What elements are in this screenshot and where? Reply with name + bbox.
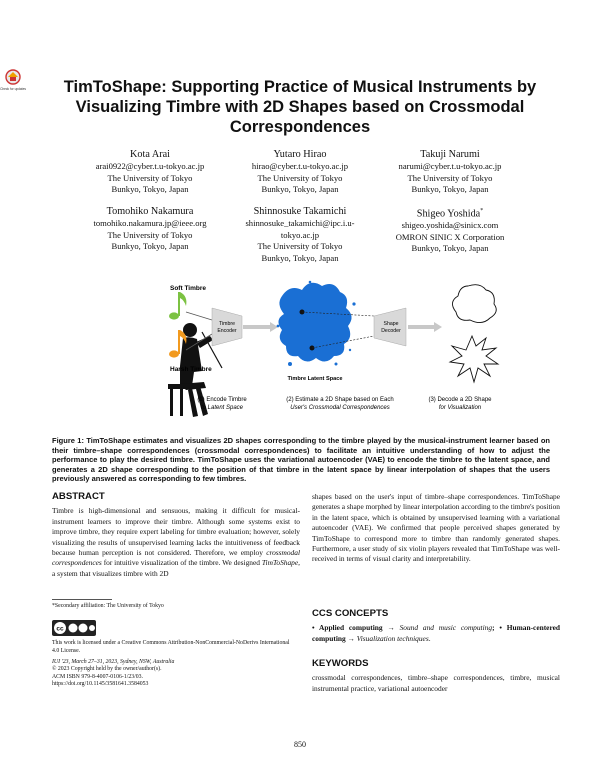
figure-caption: Figure 1: TimToShape estimates and visualizes 2D shapes corresponding to the timbre played by the musical-instrument learner based on their timbre–shape correspondences (crossmodal correspondences) to facilitate an intuitive understanding of how to adjust the performance to play the desired timbre. TimToShape uses the variational autoencoder (VAE) to encode the timbre to the latent space, and generates a 2D shape corresponding to the position of that timbre in the latent space by linear interpolation of shapes that the users previously answered as corresponding to few timbres. [52,436,550,484]
abstract-term: crossmodal correspondences [52,548,300,568]
abstract-continued: shapes based on the user's input of timbre–shape correspondences. TimToShape generates a shape morphed by linear interpolation according to the timbre's position in the latent space, which is obtained by unsupervised learning with a variational autoencoder (VAE). We confirmed that people perceived shapes generated by TimToShape to correspond more to timbre than randomly generated shapes. Furthermore, a user study of six violin players revealed that TimToShape was well-received in terms of visual clarity and interpretability. [312,492,560,564]
soft-timbre-label: Soft Timbre [170,285,206,292]
abstract-part: Timbre is high-dimensional and sensuous, making it difficult for musical-instrument learners to improve their timbre. Although some systems exist to improve timbre, they require expert labeling for timbre evaluation; however, solely visualizing the results of unsupervised learning lacks the intuitiveness of feedback because human perception is not considered. Therefore, we employ [52,506,300,558]
author-affiliation: The University of Tokyo [257,241,343,251]
abstract-part: for intuitive visualization of the timbre. We designed [101,558,262,568]
encoder-label-1: Timbre [219,321,235,327]
publication-info [52,659,292,689]
license-text: This work is licensed under a Creative Commons Attribution-NonCommercial-NoDerivs International 4.0 License. [52,640,290,654]
encoder-label-2: Encoder [217,328,237,334]
author-location: Bunkyo, Tokyo, Japan [261,252,339,263]
footnote: *Secondary affiliation: The University of Tokyo [52,603,164,609]
author-name: Kota Arai [130,149,170,160]
decoder-label-2: Decoder [381,328,401,334]
author-block [360,148,540,196]
author-location: Bunkyo, Tokyo, Japan [411,184,489,194]
author-email[interactable]: hirao@cyber.t.u-tokyo.ac.jp [251,161,349,171]
abstract-heading: ABSTRACT [52,491,105,502]
abstract-section [52,492,300,579]
abstract-text [52,506,300,579]
author-name: Yutaro Hirao [273,149,327,160]
author-location: Bunkyo, Tokyo, Japan [111,241,189,251]
author-name [360,205,540,220]
ccs-arrow: → [345,633,357,643]
timbre-encoder-block [212,308,242,346]
author-name: Tomohiko Nakamura [106,206,194,217]
author-affiliation: The University of Tokyo [257,172,343,183]
keywords-text: crossmodal correspondences, timbre–shape correspondences, timbre, musical instrumental practice, variational autoencoder [312,673,560,693]
author-email[interactable]: arai0922@cyber.t.u-tokyo.ac.jp [95,161,205,171]
author-email[interactable]: shigeo.yoshida@sinicx.com [401,220,499,231]
author-affiliation: The University of Tokyo [407,172,493,183]
ccs-concept: ; • Human-centered computing [312,623,560,643]
step2-line2: User's Crossmodal Correspondences [290,405,390,411]
author-location: Bunkyo, Tokyo, Japan [261,184,339,194]
author-affiliation: The University of Tokyo [107,172,193,183]
author-email[interactable]: tomohiko.nakamura.jp@ieee.org [93,218,207,228]
author-name-text: Shigeo Yoshida [416,208,481,220]
author-location: Bunkyo, Tokyo, Japan [411,243,489,254]
page-number: 850 [294,740,306,749]
soft-shape-icon [452,285,496,323]
step3-line1: (3) Decode a 2D Shape [428,397,492,403]
ccs-heading: CCS CONCEPTS [312,608,389,619]
keywords-section [312,659,560,694]
badge-label: Check for updates [0,87,26,91]
ccs-concept: • Applied computing [312,623,383,633]
cc-license-badge[interactable] [52,620,96,636]
step3-line2: for Visualization [438,405,482,411]
pubinfo-isbn: ACM ISBN 979-8-4007-0106-1/23/03. [52,673,143,680]
keywords-heading: KEYWORDS [312,658,369,669]
author-affiliation: The University of Tokyo [107,229,193,240]
step1-line1: (1) Encode Timbre [197,397,247,403]
footnote-divider [52,599,112,600]
latent-space-scatter [277,281,356,366]
ccs-subconcept: Sound and music computing [399,623,493,633]
ccs-end: . [428,633,431,643]
author-email[interactable]: narumi@cyber.t.u-tokyo.ac.jp [398,161,502,171]
abstract-system-name: TimToShape [261,558,299,568]
ccs-section [312,609,560,644]
latent-space-label: Timbre Latent Space [287,376,343,382]
decoder-label-1: Shape [383,321,399,327]
pubinfo-doi[interactable]: https://doi.org/10.1145/3581641.3584053 [52,681,149,688]
author-affil-mark: * [480,208,484,214]
author-location: Bunkyo, Tokyo, Japan [111,184,189,194]
ccs-subconcept: Visualization techniques [356,633,429,643]
harsh-shape-icon [450,336,498,382]
author-name: Takuji Narumi [420,149,480,160]
paper-title: TimToShape: Supporting Practice of Musical Instruments by Visualizing Timbre with 2D Shapes based on Crossmodal Correspondences [63,78,537,136]
author-affiliation: OMRON SINIC X Corporation [395,231,505,242]
cc-badge-text: cc [56,625,64,633]
pubinfo-copyright: © 2023 Copyright held by the owner/author(s). [52,666,162,673]
abstract-part: , a system that visualizes timbre with 2D [52,558,300,578]
ccs-arrow: → [382,623,400,633]
teaser-figure [150,276,510,428]
shape-decoder-block [374,308,406,346]
harsh-timbre-label: Harsh Timbre [170,366,212,373]
author-name: Shinnosuke Takamichi [253,206,347,217]
step1-line2: to Latent Space [200,405,244,411]
soft-note-icon [169,292,186,320]
check-for-updates-badge[interactable] [2,68,24,96]
author-block [360,205,540,255]
author-email[interactable]: shinnosuke_takamichi@ipc.i.u-tokyo.ac.jp [245,218,355,240]
ccs-text [312,623,560,644]
step2-line1: (2) Estimate a 2D Shape based on Each [286,397,394,403]
pubinfo-venue: IUI '23, March 27–31, 2023, Sydney, NSW, Australia [52,659,175,665]
